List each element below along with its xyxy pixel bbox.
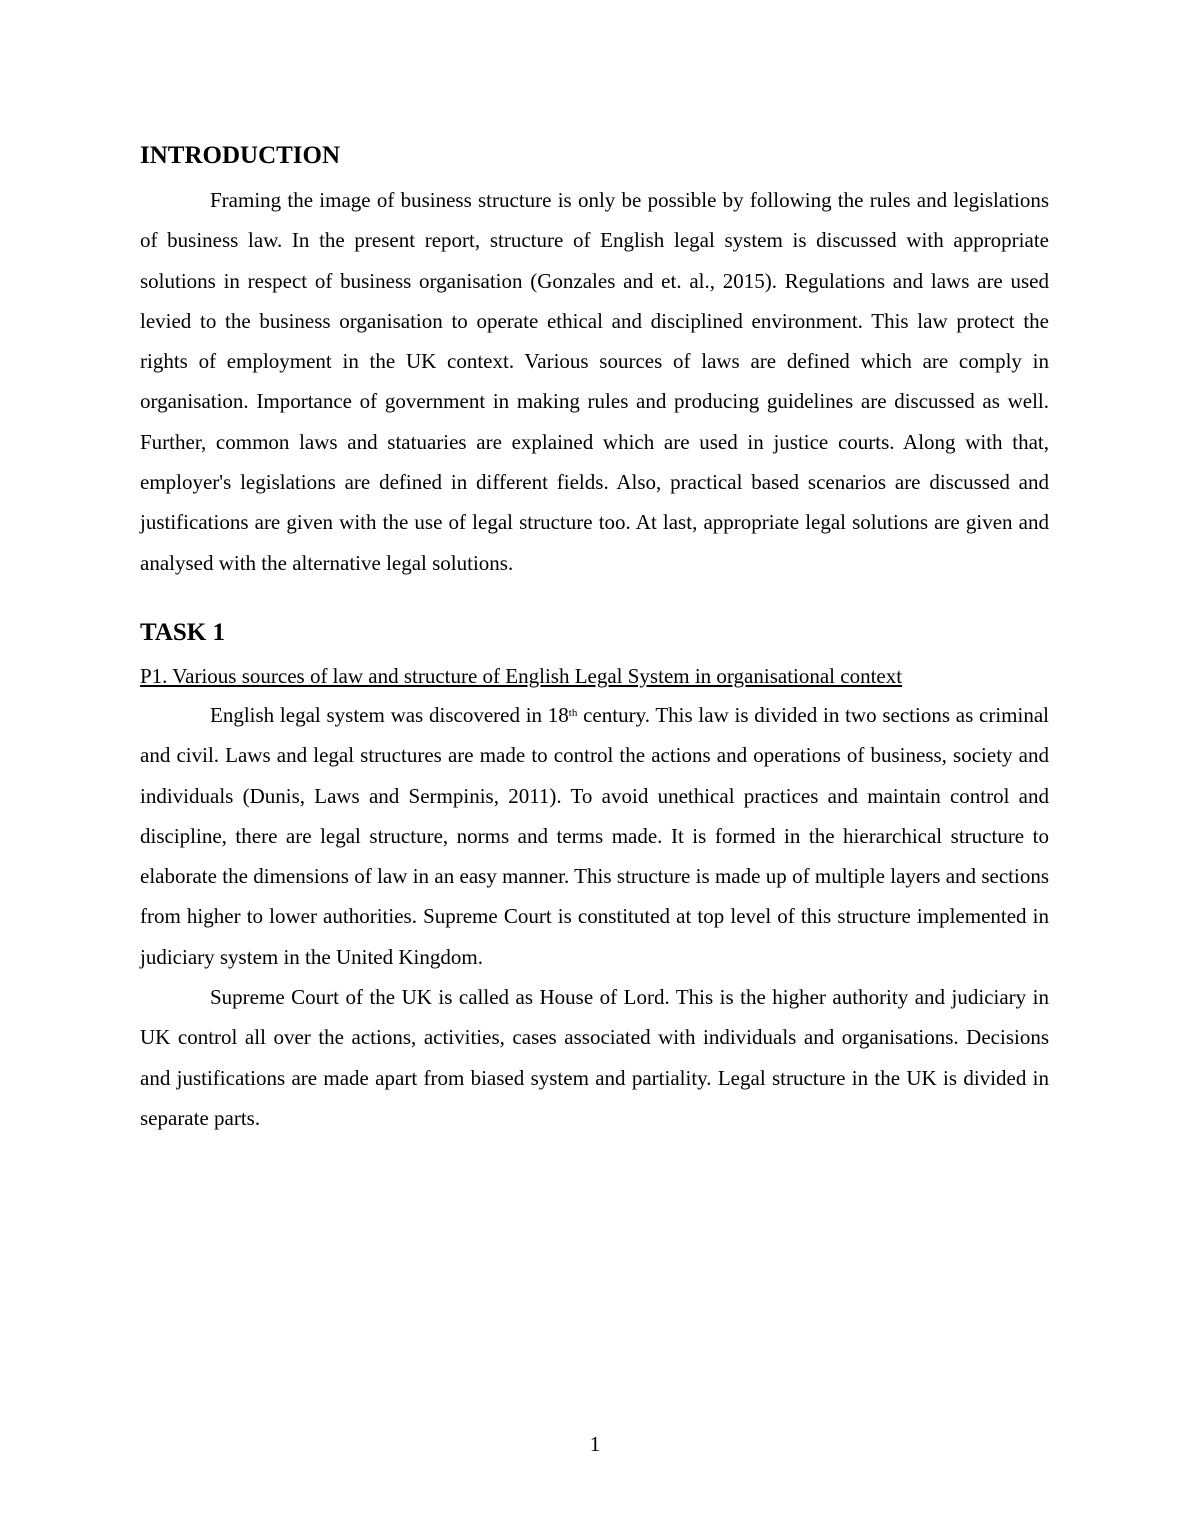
introduction-paragraph: Framing the image of business structure is only be possible by following the rules and legislations of business law. In the present report, structure of English legal system is discussed with appropriate solutions in respect of business organisation (Gonzales and et. al., 2015). Regulations and laws are used levied to the business organisation to operate ethical and disciplined environment. This law protect the rights of employment in the UK context. Various sources of laws are defined which are comply in organisation. Importance of government in making rules and producing guidelines are discussed as well. Further, common laws and statuaries are explained which are used in justice courts. Along with that, employer's legislations are defined in different fields. Also, practical based scenarios are discussed and justifications are given with the use of legal structure too. At last, appropriate legal solutions are given and analysed with the alternative legal solutions.: [140, 188, 1049, 575]
page-content: [140, 136, 1049, 1138]
introduction-heading: INTRODUCTION: [140, 142, 341, 169]
page-number: 1: [589, 1432, 601, 1456]
p1-paragraph-1-start: English legal system was discovered in 18: [210, 702, 569, 727]
task-1-heading: TASK 1: [140, 618, 225, 646]
p1-paragraph-1: [140, 695, 1049, 977]
ordinal-superscript: th: [568, 706, 578, 719]
p1-paragraph-1-rest: century. This law is divided in two sections as criminal and civil. Laws and legal structures are made to control the actions and operations of business, society and individuals (Dunis, Laws and Sermpinis, 2011). To avoid unethical practices and maintain control and discipline, there are legal structure, norms and terms made. It is formed in the hierarchical structure to elaborate the dimensions of law in an easy manner. This structure is made up of multiple layers and sections from higher to lower authorities. Supreme Court is constituted at top level of this structure implemented in judiciary system in the United Kingdom.: [140, 702, 1049, 969]
p1-subheading: P1. Various sources of law and structure of English Legal System in organisational context: [140, 663, 903, 688]
p1-paragraph-2: Supreme Court of the UK is called as House of Lord. This is the higher authority and judiciary in UK control all over the actions, activities, cases associated with individuals and organisations. Decisions and justifications are made apart from biased system and partiality. Legal structure in the UK is divided in separate parts.: [140, 985, 1049, 1130]
